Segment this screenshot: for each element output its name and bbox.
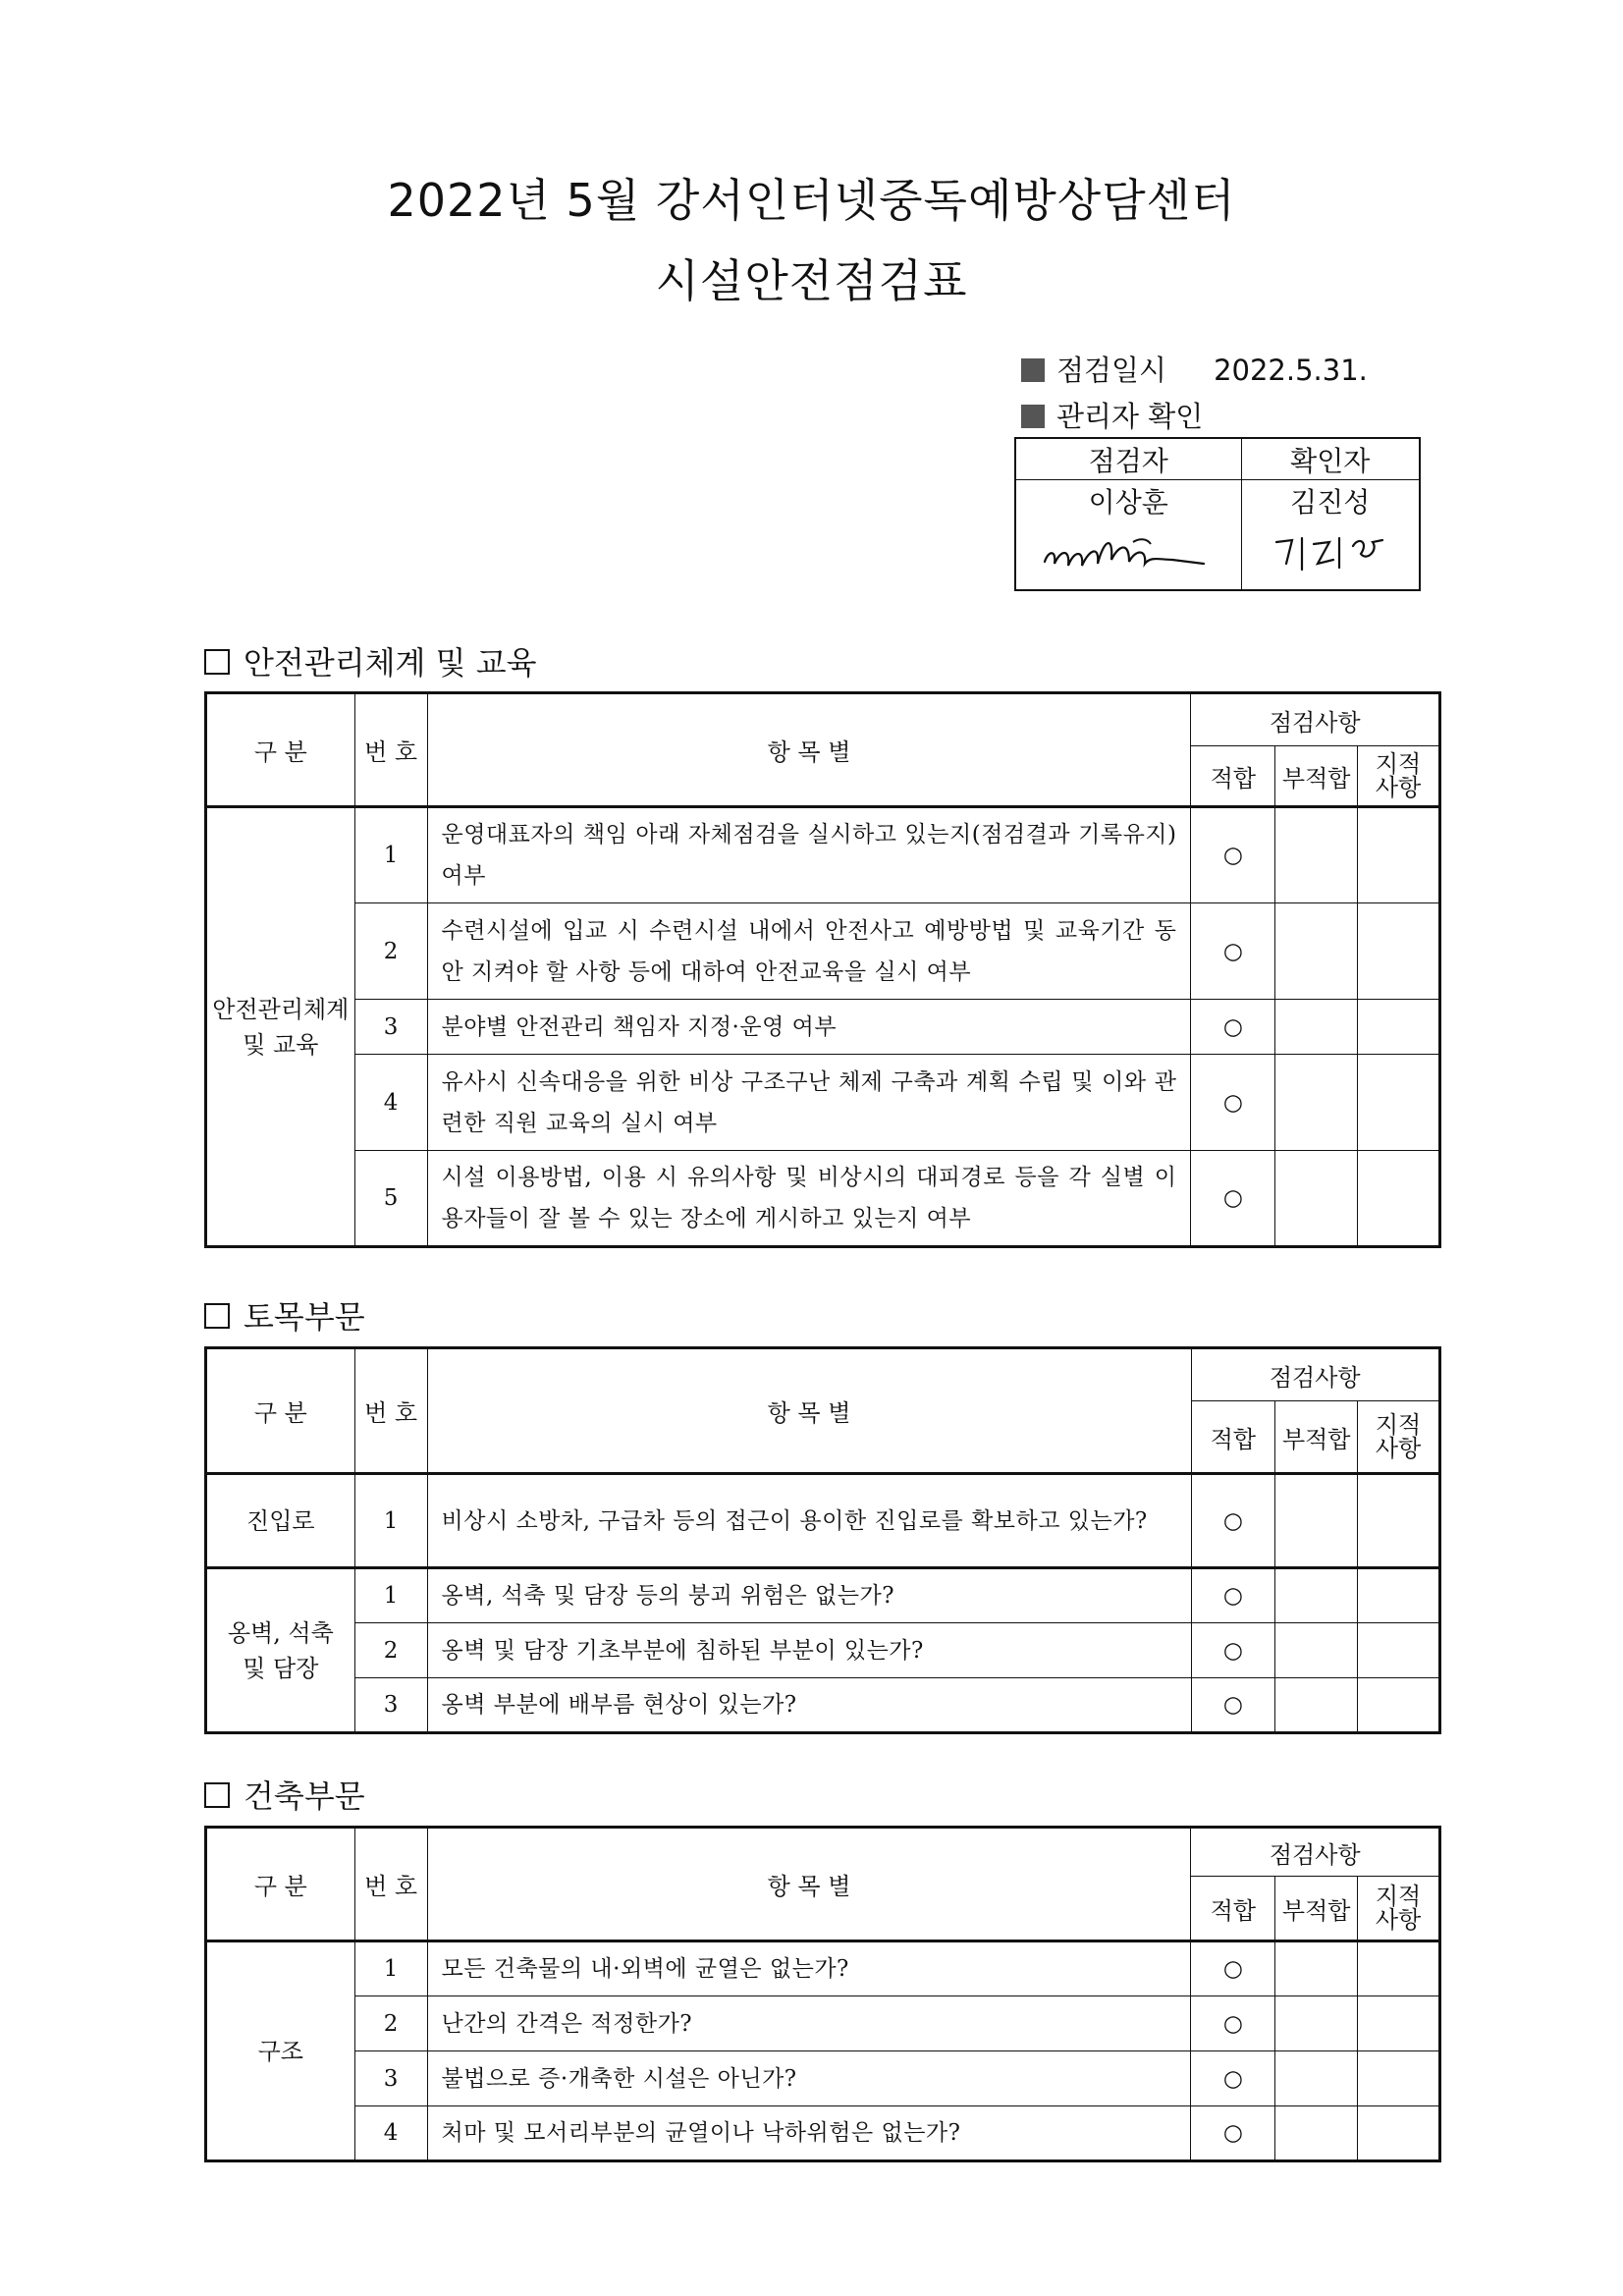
fail-cell (1275, 1996, 1358, 2051)
civil-engineering-table (204, 1346, 1441, 1734)
header-number: 번 호 (354, 1348, 427, 1474)
signature-mark (1035, 520, 1221, 581)
header-category: 구 분 (206, 693, 355, 807)
checkbox-square-icon (204, 649, 230, 675)
manager-confirm (1021, 395, 1203, 435)
fail-cell (1275, 1474, 1358, 1568)
pass-mark: ○ (1191, 1941, 1275, 1996)
header-note: 지적 사항 (1358, 1877, 1440, 1941)
fail-cell (1275, 1678, 1358, 1733)
pass-mark: ○ (1191, 1474, 1275, 1568)
manager-label: 관리자 확인 (1056, 400, 1204, 433)
row-item: 옹벽 부분에 배부름 현상이 있는가? (427, 1678, 1191, 1733)
header-pass: 적합 (1191, 1401, 1275, 1474)
row-number: 3 (354, 1678, 427, 1733)
pass-mark: ○ (1191, 1678, 1275, 1733)
row-item: 옹벽, 석축 및 담장 등의 붕괴 위험은 없는가? (427, 1568, 1191, 1623)
note-cell (1358, 1678, 1440, 1733)
confirmer-label: 확인자 (1241, 438, 1420, 480)
pass-mark: ○ (1191, 1996, 1275, 2051)
fail-cell (1275, 2106, 1358, 2161)
row-number: 3 (354, 2051, 427, 2106)
signature-table (1014, 437, 1421, 591)
date-label: 점검일시 (1056, 354, 1167, 387)
section-title-text: 안전관리체계 및 교육 (243, 644, 537, 682)
checkbox-square-icon (204, 1782, 230, 1808)
note-cell (1358, 2106, 1440, 2161)
row-item: 불법으로 증·개축한 시설은 아닌가? (427, 2051, 1191, 2106)
header-category: 구 분 (206, 1348, 355, 1474)
note-cell (1358, 1623, 1440, 1678)
header-check: 점검사항 (1191, 1348, 1440, 1401)
header-number: 번 호 (354, 1828, 427, 1941)
header-pass: 적합 (1191, 746, 1275, 807)
document-subtitle: 시설안전점검표 (655, 254, 968, 307)
note-cell (1358, 903, 1440, 1000)
pass-mark: ○ (1191, 2106, 1275, 2161)
pass-mark: ○ (1191, 903, 1275, 1000)
header-pass: 적합 (1191, 1877, 1275, 1941)
header-number: 번 호 (354, 693, 427, 807)
fail-cell (1275, 1000, 1358, 1055)
header-fail: 부적합 (1275, 1877, 1358, 1941)
row-item: 시설 이용방법, 이용 시 유의사항 및 비상시의 대피경로 등을 각 실별 이용자들이 잘 볼 수 있는 장소에 게시하고 있는지 여부 (427, 1151, 1191, 1247)
note-cell (1358, 807, 1440, 903)
inspection-date (1021, 349, 1368, 389)
fail-cell (1275, 807, 1358, 903)
pass-mark: ○ (1191, 1000, 1275, 1055)
fail-cell (1275, 1623, 1358, 1678)
pass-mark: ○ (1191, 1055, 1275, 1151)
row-number: 1 (354, 807, 427, 903)
row-number: 1 (354, 1568, 427, 1623)
row-item: 비상시 소방차, 구급차 등의 접근이 용이한 진입로를 확보하고 있는가? (427, 1474, 1191, 1568)
fail-cell (1275, 1055, 1358, 1151)
row-number: 2 (354, 1996, 427, 2051)
signature-mark (1257, 520, 1404, 581)
header-item: 항 목 별 (427, 1348, 1191, 1474)
safety-management-table (204, 691, 1441, 1248)
row-item: 운영대표자의 책임 아래 자체점검을 실시하고 있는지(점검결과 기록유지)여부 (427, 807, 1191, 903)
pass-mark: ○ (1191, 1568, 1275, 1623)
row-number: 1 (354, 1941, 427, 1996)
note-cell (1358, 1055, 1440, 1151)
confirmer-name: 김진성 (1241, 480, 1420, 520)
row-number: 2 (354, 903, 427, 1000)
square-bullet-icon (1021, 405, 1045, 428)
checkbox-square-icon (204, 1303, 230, 1329)
square-bullet-icon (1021, 358, 1045, 382)
note-cell (1358, 1474, 1440, 1568)
fail-cell (1275, 903, 1358, 1000)
note-cell (1358, 2051, 1440, 2106)
header-note: 지적 사항 (1358, 746, 1440, 807)
fail-cell (1275, 1151, 1358, 1247)
row-number: 4 (354, 1055, 427, 1151)
fail-cell (1275, 2051, 1358, 2106)
header-fail: 부적합 (1275, 1401, 1358, 1474)
section-title-text: 토목부문 (243, 1298, 365, 1336)
pass-mark: ○ (1191, 1623, 1275, 1678)
note-cell (1358, 1996, 1440, 2051)
pass-mark: ○ (1191, 1151, 1275, 1247)
pass-mark: ○ (1191, 807, 1275, 903)
row-number: 2 (354, 1623, 427, 1678)
row-item: 처마 및 모서리부분의 균열이나 낙하위험은 없는가? (427, 2106, 1191, 2161)
row-item: 유사시 신속대응을 위한 비상 구조구난 체제 구축과 계획 수립 및 이와 관련한 직원 교육의 실시 여부 (427, 1055, 1191, 1151)
building-table (204, 1826, 1441, 2162)
row-item: 난간의 간격은 적정한가? (427, 1996, 1191, 2051)
header-category: 구 분 (206, 1828, 355, 1941)
header-check: 점검사항 (1191, 1828, 1440, 1877)
inspector-label: 점검자 (1015, 438, 1241, 480)
group-label: 안전관리체계 및 교육 (206, 807, 355, 1247)
group-label: 구조 (206, 1941, 355, 2161)
group-label: 진입로 (206, 1474, 355, 1568)
fail-cell (1275, 1568, 1358, 1623)
row-number: 3 (354, 1000, 427, 1055)
pass-mark: ○ (1191, 2051, 1275, 2106)
row-item: 모든 건축물의 내·외벽에 균열은 없는가? (427, 1941, 1191, 1996)
note-cell (1358, 1000, 1440, 1055)
header-note: 지적 사항 (1358, 1401, 1440, 1474)
group-label: 옹벽, 석축 및 담장 (206, 1568, 355, 1733)
row-number: 4 (354, 2106, 427, 2161)
header-fail: 부적합 (1275, 746, 1358, 807)
section-title-safety-management (204, 638, 537, 683)
section-title-civil (204, 1292, 365, 1338)
row-number: 5 (354, 1151, 427, 1247)
note-cell (1358, 1941, 1440, 1996)
document-title: 2022년 5월 강서인터넷중독예방상담센터 (387, 174, 1236, 227)
fail-cell (1275, 1941, 1358, 1996)
header-item: 항 목 별 (427, 693, 1191, 807)
inspector-name: 이상훈 (1015, 480, 1241, 520)
section-title-building (204, 1772, 365, 1817)
confirmer-signature (1241, 520, 1420, 590)
note-cell (1358, 1151, 1440, 1247)
inspector-signature (1015, 520, 1241, 590)
date-value: 2022.5.31. (1214, 354, 1368, 387)
header-item: 항 목 별 (427, 1828, 1191, 1941)
row-number: 1 (354, 1474, 427, 1568)
row-item: 수련시설에 입교 시 수련시설 내에서 안전사고 예방방법 및 교육기간 동안 지켜야 할 사항 등에 대하여 안전교육을 실시 여부 (427, 903, 1191, 1000)
note-cell (1358, 1568, 1440, 1623)
header-check: 점검사항 (1191, 693, 1440, 746)
row-item: 분야별 안전관리 책임자 지정·운영 여부 (427, 1000, 1191, 1055)
section-title-text: 건축부문 (243, 1777, 365, 1815)
row-item: 옹벽 및 담장 기초부분에 침하된 부분이 있는가? (427, 1623, 1191, 1678)
